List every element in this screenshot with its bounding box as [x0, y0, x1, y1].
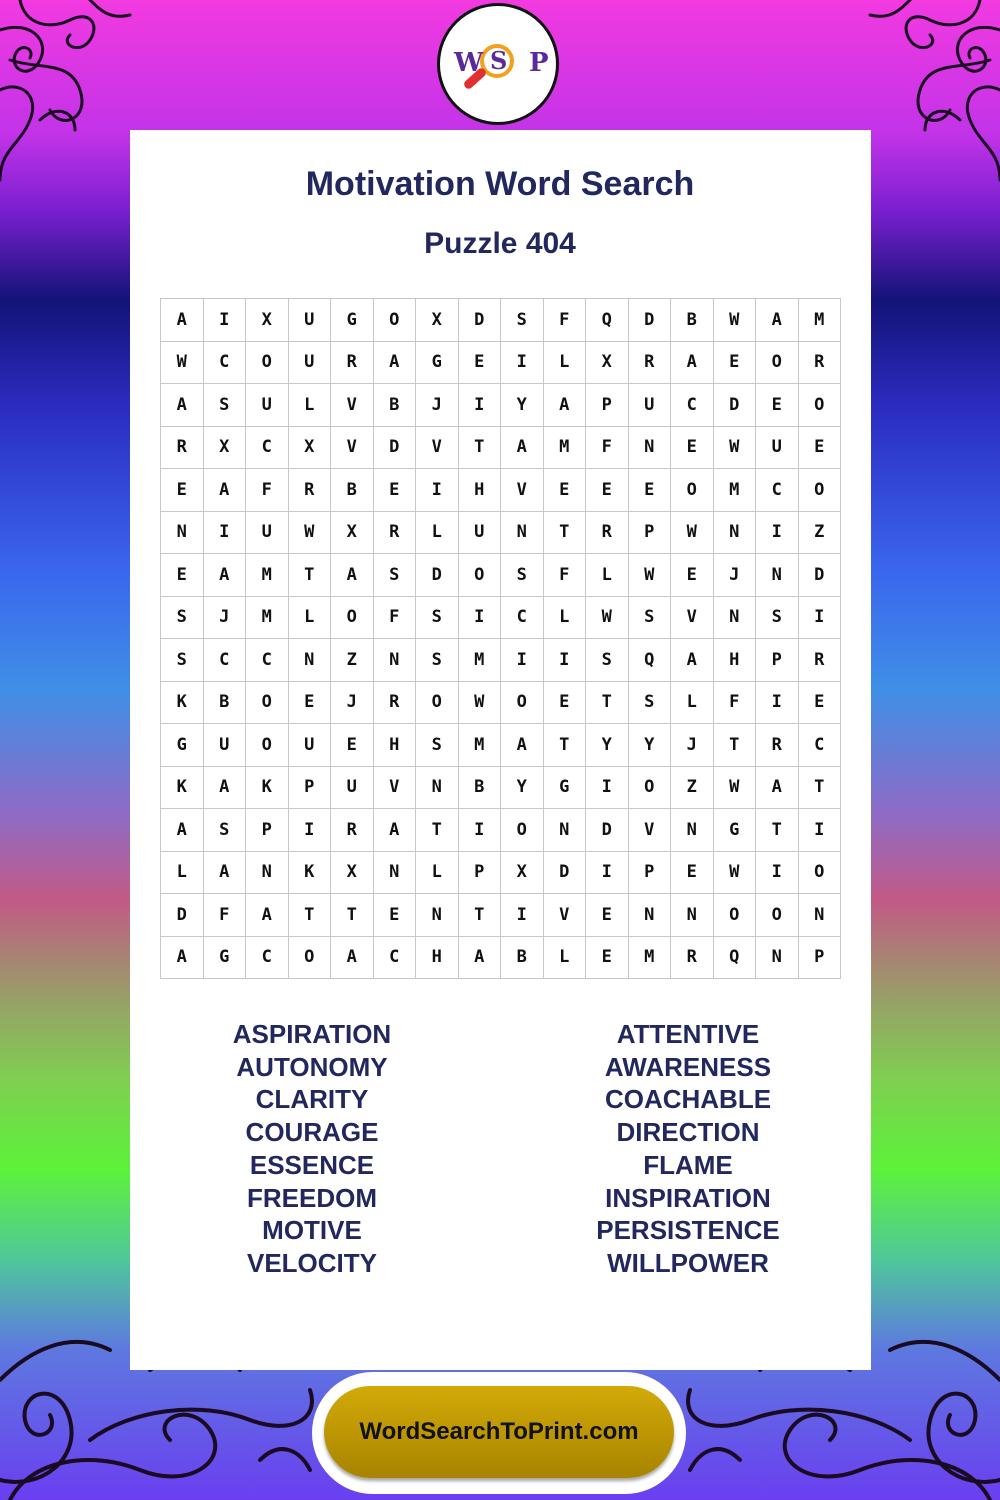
grid-cell[interactable]: O: [458, 554, 501, 597]
grid-cell[interactable]: W: [713, 299, 756, 342]
grid-cell[interactable]: N: [713, 596, 756, 639]
grid-cell[interactable]: C: [756, 469, 799, 512]
grid-row: [161, 469, 841, 512]
grid-cell[interactable]: M: [713, 469, 756, 512]
grid-cell[interactable]: R: [756, 724, 799, 767]
grid-cell[interactable]: E: [628, 469, 671, 512]
grid-cell[interactable]: E: [756, 384, 799, 427]
grid-cell[interactable]: A: [203, 766, 246, 809]
letter-grid: [160, 298, 841, 979]
grid-cell[interactable]: D: [798, 554, 841, 597]
grid-cell[interactable]: O: [331, 596, 374, 639]
grid-cell[interactable]: M: [246, 554, 289, 597]
grid-cell[interactable]: I: [798, 596, 841, 639]
grid-cell[interactable]: M: [543, 426, 586, 469]
grid-cell[interactable]: A: [331, 936, 374, 979]
word-item: CLARITY: [255, 1084, 369, 1115]
grid-cell[interactable]: K: [246, 766, 289, 809]
grid-cell[interactable]: O: [501, 809, 544, 852]
grid-row: [161, 766, 841, 809]
grid-cell[interactable]: L: [543, 936, 586, 979]
grid-cell[interactable]: L: [161, 851, 204, 894]
grid-row: [161, 809, 841, 852]
grid-row: [161, 554, 841, 597]
grid-cell[interactable]: E: [713, 341, 756, 384]
grid-cell[interactable]: M: [458, 724, 501, 767]
grid-cell[interactable]: D: [713, 384, 756, 427]
word-item: ASPIRATION: [232, 1019, 392, 1049]
grid-cell[interactable]: F: [543, 554, 586, 597]
grid-cell[interactable]: I: [458, 384, 501, 427]
grid-cell[interactable]: Z: [798, 511, 841, 554]
grid-cell[interactable]: T: [586, 681, 629, 724]
grid-cell[interactable]: J: [671, 724, 714, 767]
grid-cell[interactable]: C: [671, 384, 714, 427]
grid-cell[interactable]: T: [331, 894, 374, 937]
grid-cell[interactable]: F: [373, 596, 416, 639]
page-title: Motivation Word Search: [305, 165, 695, 203]
grid-cell[interactable]: I: [288, 809, 331, 852]
grid-cell[interactable]: P: [586, 384, 629, 427]
grid-cell[interactable]: P: [628, 511, 671, 554]
grid-cell[interactable]: U: [288, 299, 331, 342]
grid-cell[interactable]: B: [373, 384, 416, 427]
word-item: FREEDOM: [247, 1182, 377, 1213]
grid-cell[interactable]: O: [798, 851, 841, 894]
word-item: PERSISTENCE: [596, 1215, 780, 1246]
grid-cell[interactable]: K: [288, 851, 331, 894]
grid-cell[interactable]: O: [416, 681, 459, 724]
word-item: ESSENCE: [249, 1149, 375, 1180]
grid-row: [161, 299, 841, 342]
grid-cell[interactable]: T: [543, 511, 586, 554]
logo-letter-s: S: [490, 46, 508, 75]
grid-cell[interactable]: N: [246, 851, 289, 894]
grid-cell[interactable]: A: [501, 426, 544, 469]
grid-cell[interactable]: S: [756, 596, 799, 639]
grid-cell[interactable]: R: [288, 469, 331, 512]
grid-cell[interactable]: E: [458, 341, 501, 384]
grid-cell[interactable]: U: [246, 511, 289, 554]
grid-cell[interactable]: L: [416, 851, 459, 894]
grid-cell[interactable]: C: [246, 639, 289, 682]
grid-cell[interactable]: B: [203, 681, 246, 724]
grid-cell[interactable]: X: [288, 426, 331, 469]
grid-cell[interactable]: U: [288, 341, 331, 384]
grid-cell[interactable]: C: [373, 936, 416, 979]
grid-cell[interactable]: E: [373, 894, 416, 937]
grid-cell[interactable]: B: [458, 766, 501, 809]
grid-cell[interactable]: R: [671, 936, 714, 979]
grid-cell[interactable]: O: [246, 341, 289, 384]
grid-cell[interactable]: T: [416, 809, 459, 852]
word-item: AUTONOMY: [236, 1051, 388, 1082]
word-item: COURAGE: [245, 1117, 379, 1148]
grid-cell[interactable]: L: [416, 511, 459, 554]
grid-cell[interactable]: N: [416, 766, 459, 809]
grid-cell[interactable]: S: [416, 724, 459, 767]
grid-cell[interactable]: N: [416, 894, 459, 937]
grid-row: [161, 936, 841, 979]
grid-cell[interactable]: R: [586, 511, 629, 554]
grid-cell[interactable]: R: [161, 426, 204, 469]
grid-cell[interactable]: O: [501, 681, 544, 724]
puzzle-number: Puzzle 404: [424, 227, 576, 260]
grid-cell[interactable]: O: [713, 894, 756, 937]
grid-cell[interactable]: M: [628, 936, 671, 979]
grid-cell[interactable]: U: [203, 724, 246, 767]
grid-cell[interactable]: I: [416, 469, 459, 512]
grid-cell[interactable]: W: [288, 511, 331, 554]
site-logo[interactable]: [437, 3, 559, 125]
grid-cell[interactable]: J: [713, 554, 756, 597]
grid-row: [161, 511, 841, 554]
grid-cell[interactable]: O: [798, 469, 841, 512]
grid-cell[interactable]: F: [586, 426, 629, 469]
grid-cell[interactable]: D: [416, 554, 459, 597]
grid-cell[interactable]: E: [331, 724, 374, 767]
grid-cell[interactable]: C: [203, 639, 246, 682]
word-item: ATTENTIVE: [616, 1019, 760, 1049]
grid-cell[interactable]: R: [373, 681, 416, 724]
grid-cell[interactable]: E: [161, 554, 204, 597]
grid-cell[interactable]: W: [713, 851, 756, 894]
grid-cell[interactable]: N: [671, 809, 714, 852]
grid-cell[interactable]: I: [458, 809, 501, 852]
grid-cell[interactable]: U: [331, 766, 374, 809]
grid-cell[interactable]: S: [373, 554, 416, 597]
grid-cell[interactable]: E: [586, 936, 629, 979]
grid-cell[interactable]: H: [713, 639, 756, 682]
grid-cell[interactable]: D: [161, 894, 204, 937]
grid-cell[interactable]: S: [203, 384, 246, 427]
grid-cell[interactable]: V: [628, 809, 671, 852]
grid-cell[interactable]: N: [713, 511, 756, 554]
grid-cell[interactable]: O: [628, 766, 671, 809]
grid-cell[interactable]: G: [161, 724, 204, 767]
grid-cell[interactable]: A: [373, 341, 416, 384]
grid-cell[interactable]: N: [756, 936, 799, 979]
grid-row: [161, 341, 841, 384]
grid-cell[interactable]: E: [373, 469, 416, 512]
word-item: WILLPOWER: [607, 1247, 769, 1278]
grid-cell[interactable]: U: [246, 384, 289, 427]
grid-cell[interactable]: U: [628, 384, 671, 427]
grid-cell[interactable]: V: [501, 469, 544, 512]
grid-row: [161, 724, 841, 767]
grid-cell[interactable]: O: [798, 384, 841, 427]
grid-cell[interactable]: I: [501, 894, 544, 937]
grid-cell[interactable]: D: [628, 299, 671, 342]
grid-cell[interactable]: O: [246, 681, 289, 724]
grid-cell[interactable]: G: [543, 766, 586, 809]
grid-cell[interactable]: C: [246, 426, 289, 469]
grid-cell[interactable]: I: [756, 511, 799, 554]
word-item: MOTIVE: [262, 1215, 362, 1246]
grid-cell[interactable]: E: [161, 469, 204, 512]
grid-cell[interactable]: K: [161, 766, 204, 809]
grid-cell[interactable]: R: [331, 809, 374, 852]
grid-cell[interactable]: W: [671, 511, 714, 554]
grid-cell[interactable]: R: [628, 341, 671, 384]
grid-cell[interactable]: U: [756, 426, 799, 469]
grid-cell[interactable]: L: [671, 681, 714, 724]
grid-cell[interactable]: G: [331, 299, 374, 342]
grid-cell[interactable]: V: [543, 894, 586, 937]
grid-cell[interactable]: L: [288, 596, 331, 639]
logo-letter-w: W: [454, 48, 484, 78]
grid-cell[interactable]: E: [671, 554, 714, 597]
grid-cell[interactable]: O: [373, 299, 416, 342]
grid-cell[interactable]: A: [501, 724, 544, 767]
grid-cell[interactable]: L: [543, 341, 586, 384]
grid-cell[interactable]: P: [246, 809, 289, 852]
word-item: COACHABLE: [604, 1084, 772, 1115]
grid-cell[interactable]: E: [671, 426, 714, 469]
grid-row: [161, 639, 841, 682]
word-list-right: [508, 1018, 868, 1280]
grid-cell[interactable]: T: [798, 766, 841, 809]
word-item: INSPIRATION: [605, 1182, 771, 1213]
grid-cell[interactable]: G: [713, 809, 756, 852]
grid-cell[interactable]: R: [373, 511, 416, 554]
grid-cell[interactable]: P: [288, 766, 331, 809]
grid-cell[interactable]: J: [331, 681, 374, 724]
grid-cell[interactable]: S: [161, 596, 204, 639]
site-link-button[interactable]: WordSearchToPrint.com: [324, 1386, 674, 1478]
grid-cell[interactable]: P: [756, 639, 799, 682]
grid-cell[interactable]: A: [331, 554, 374, 597]
grid-cell[interactable]: G: [416, 341, 459, 384]
grid-cell[interactable]: T: [756, 809, 799, 852]
grid-cell[interactable]: O: [246, 724, 289, 767]
grid-row: [161, 596, 841, 639]
grid-cell[interactable]: N: [628, 894, 671, 937]
grid-cell[interactable]: M: [458, 639, 501, 682]
grid-cell[interactable]: T: [458, 426, 501, 469]
grid-cell[interactable]: Q: [628, 639, 671, 682]
grid-cell[interactable]: W: [713, 766, 756, 809]
grid-cell[interactable]: N: [501, 511, 544, 554]
logo-letter-p: P: [529, 48, 549, 78]
grid-cell[interactable]: U: [288, 724, 331, 767]
grid-cell[interactable]: X: [331, 851, 374, 894]
grid-row: [161, 894, 841, 937]
grid-cell[interactable]: O: [288, 936, 331, 979]
grid-cell[interactable]: H: [458, 469, 501, 512]
grid-cell[interactable]: K: [161, 681, 204, 724]
grid-cell[interactable]: I: [501, 639, 544, 682]
grid-cell[interactable]: I: [458, 596, 501, 639]
grid-cell[interactable]: G: [203, 936, 246, 979]
grid-cell[interactable]: V: [671, 596, 714, 639]
grid-cell[interactable]: I: [203, 299, 246, 342]
grid-cell[interactable]: Z: [331, 639, 374, 682]
grid-cell[interactable]: L: [586, 554, 629, 597]
grid-cell[interactable]: E: [586, 469, 629, 512]
grid-cell[interactable]: D: [543, 851, 586, 894]
grid-cell[interactable]: T: [288, 554, 331, 597]
grid-cell[interactable]: T: [288, 894, 331, 937]
grid-cell[interactable]: A: [161, 299, 204, 342]
grid-cell[interactable]: I: [203, 511, 246, 554]
grid-cell[interactable]: D: [458, 299, 501, 342]
grid-cell[interactable]: S: [501, 554, 544, 597]
grid-cell[interactable]: S: [628, 681, 671, 724]
grid-cell[interactable]: L: [288, 384, 331, 427]
grid-cell[interactable]: I: [586, 851, 629, 894]
grid-cell[interactable]: O: [756, 341, 799, 384]
grid-cell[interactable]: S: [586, 639, 629, 682]
grid-cell[interactable]: M: [798, 299, 841, 342]
grid-cell[interactable]: V: [331, 426, 374, 469]
grid-cell[interactable]: J: [203, 596, 246, 639]
grid-cell[interactable]: S: [203, 809, 246, 852]
grid-cell[interactable]: W: [161, 341, 204, 384]
grid-cell[interactable]: I: [756, 681, 799, 724]
grid-cell[interactable]: A: [458, 936, 501, 979]
grid-cell[interactable]: I: [756, 851, 799, 894]
grid-row: [161, 681, 841, 724]
grid-cell[interactable]: C: [246, 936, 289, 979]
grid-cell[interactable]: N: [628, 426, 671, 469]
grid-cell[interactable]: S: [501, 299, 544, 342]
grid-cell[interactable]: S: [416, 639, 459, 682]
grid-cell[interactable]: A: [756, 766, 799, 809]
grid-cell[interactable]: A: [161, 384, 204, 427]
grid-cell[interactable]: F: [203, 894, 246, 937]
word-item: VELOCITY: [246, 1247, 377, 1278]
grid-cell[interactable]: Y: [501, 384, 544, 427]
grid-cell[interactable]: T: [713, 724, 756, 767]
grid-cell[interactable]: H: [373, 724, 416, 767]
grid-cell[interactable]: A: [671, 639, 714, 682]
grid-cell[interactable]: L: [543, 596, 586, 639]
grid-cell[interactable]: D: [586, 809, 629, 852]
grid-cell[interactable]: S: [161, 639, 204, 682]
grid-cell[interactable]: R: [798, 341, 841, 384]
grid-cell[interactable]: Y: [501, 766, 544, 809]
grid-cell[interactable]: F: [246, 469, 289, 512]
grid-cell[interactable]: E: [586, 894, 629, 937]
grid-cell[interactable]: B: [501, 936, 544, 979]
grid-cell[interactable]: A: [161, 936, 204, 979]
grid-cell[interactable]: W: [713, 426, 756, 469]
grid-cell[interactable]: I: [586, 766, 629, 809]
grid-cell[interactable]: P: [458, 851, 501, 894]
grid-cell[interactable]: A: [203, 851, 246, 894]
grid-cell[interactable]: F: [713, 681, 756, 724]
grid-cell[interactable]: X: [501, 851, 544, 894]
grid-cell[interactable]: E: [543, 469, 586, 512]
grid-cell[interactable]: A: [543, 384, 586, 427]
grid-cell[interactable]: O: [671, 469, 714, 512]
grid-cell[interactable]: Y: [628, 724, 671, 767]
grid-cell[interactable]: N: [756, 554, 799, 597]
word-item: DIRECTION: [616, 1117, 760, 1148]
grid-cell[interactable]: Y: [586, 724, 629, 767]
grid-cell[interactable]: A: [246, 894, 289, 937]
grid-cell[interactable]: C: [501, 596, 544, 639]
grid-row: [161, 851, 841, 894]
grid-cell[interactable]: A: [203, 469, 246, 512]
grid-cell[interactable]: I: [501, 341, 544, 384]
grid-cell[interactable]: V: [331, 384, 374, 427]
grid-cell[interactable]: E: [798, 681, 841, 724]
grid-cell[interactable]: W: [586, 596, 629, 639]
grid-cell[interactable]: P: [628, 851, 671, 894]
grid-cell[interactable]: N: [373, 851, 416, 894]
grid-cell[interactable]: X: [331, 511, 374, 554]
grid-cell[interactable]: A: [161, 809, 204, 852]
grid-cell[interactable]: F: [543, 299, 586, 342]
grid-cell[interactable]: N: [288, 639, 331, 682]
grid-cell[interactable]: E: [798, 426, 841, 469]
grid-cell[interactable]: I: [798, 809, 841, 852]
grid-cell[interactable]: B: [331, 469, 374, 512]
grid-cell[interactable]: R: [331, 341, 374, 384]
grid-cell[interactable]: A: [671, 341, 714, 384]
grid-cell[interactable]: V: [373, 766, 416, 809]
grid-cell[interactable]: A: [373, 809, 416, 852]
grid-cell[interactable]: W: [628, 554, 671, 597]
grid-cell[interactable]: Z: [671, 766, 714, 809]
word-item: AWARENESS: [604, 1051, 772, 1082]
grid-cell[interactable]: B: [671, 299, 714, 342]
grid-cell[interactable]: A: [756, 299, 799, 342]
grid-cell[interactable]: U: [458, 511, 501, 554]
grid-cell[interactable]: A: [203, 554, 246, 597]
grid-cell[interactable]: V: [416, 426, 459, 469]
grid-cell[interactable]: X: [203, 426, 246, 469]
grid-cell[interactable]: O: [756, 894, 799, 937]
word-item: FLAME: [643, 1149, 733, 1180]
grid-row: [161, 426, 841, 469]
grid-cell[interactable]: N: [671, 894, 714, 937]
grid-cell[interactable]: T: [458, 894, 501, 937]
grid-cell[interactable]: N: [161, 511, 204, 554]
grid-cell[interactable]: T: [543, 724, 586, 767]
grid-cell[interactable]: X: [416, 299, 459, 342]
word-list-left: [132, 1018, 492, 1280]
grid-cell[interactable]: Q: [713, 936, 756, 979]
grid-cell[interactable]: N: [373, 639, 416, 682]
grid-cell[interactable]: C: [798, 724, 841, 767]
grid-cell[interactable]: E: [671, 851, 714, 894]
grid-cell[interactable]: N: [798, 894, 841, 937]
grid-cell[interactable]: X: [586, 341, 629, 384]
grid-cell[interactable]: P: [798, 936, 841, 979]
grid-cell[interactable]: S: [416, 596, 459, 639]
grid-row: [161, 384, 841, 427]
grid-cell[interactable]: I: [543, 639, 586, 682]
grid-cell[interactable]: E: [288, 681, 331, 724]
grid-cell[interactable]: C: [203, 341, 246, 384]
grid-cell[interactable]: N: [543, 809, 586, 852]
grid-cell[interactable]: S: [628, 596, 671, 639]
grid-cell[interactable]: R: [798, 639, 841, 682]
grid-cell[interactable]: X: [246, 299, 289, 342]
grid-cell[interactable]: W: [458, 681, 501, 724]
grid-cell[interactable]: H: [416, 936, 459, 979]
grid-cell[interactable]: E: [543, 681, 586, 724]
grid-cell[interactable]: Q: [586, 299, 629, 342]
grid-cell[interactable]: D: [373, 426, 416, 469]
grid-cell[interactable]: J: [416, 384, 459, 427]
grid-cell[interactable]: M: [246, 596, 289, 639]
